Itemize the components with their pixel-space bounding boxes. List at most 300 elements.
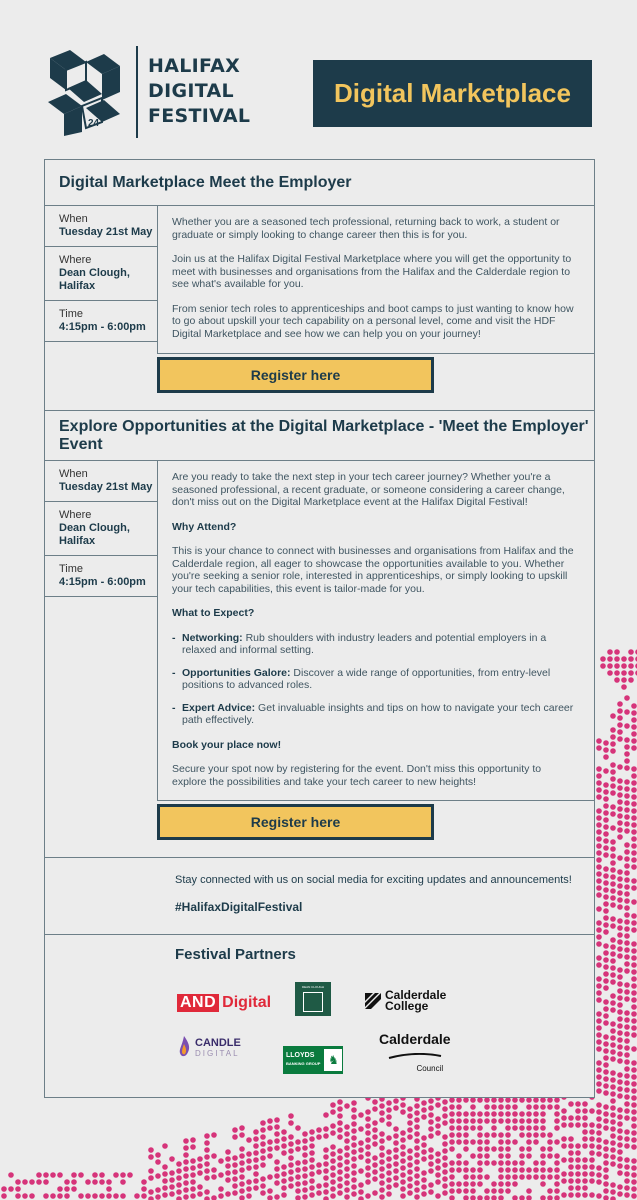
pixel-dot [610, 874, 616, 880]
pixel-dot [624, 1115, 630, 1121]
pixel-dot [617, 1016, 623, 1022]
pixel-dot [617, 1156, 623, 1162]
bullet-text: Discover a wide range of opportunities, from entry-level positions to advanced roles. [182, 666, 551, 691]
pixel-dot [596, 1172, 602, 1178]
pixel-dot [596, 1165, 602, 1171]
pixel-dot [540, 1160, 546, 1166]
event-1-when [45, 206, 158, 247]
pixel-dot [491, 1111, 497, 1117]
pixel-dot [624, 996, 630, 1002]
pixel-dot [617, 876, 623, 882]
pixel-dot [295, 1139, 301, 1145]
pixel-dot [575, 1192, 581, 1198]
pixel-dot [491, 1118, 497, 1124]
pixel-dot [631, 1186, 637, 1192]
pixel-dot [302, 1159, 308, 1165]
pixel-dot [190, 1165, 196, 1171]
pixel-dot [554, 1153, 560, 1159]
pixel-dot [617, 988, 623, 994]
pixel-dot [505, 1167, 511, 1173]
pixel-dot [624, 947, 630, 953]
pixel-dot [309, 1136, 315, 1142]
pixel-dot [386, 1114, 392, 1120]
pixel-dot [554, 1174, 560, 1180]
pixel-dot [631, 773, 637, 779]
pixel-dot [603, 796, 609, 802]
pixel-dot [589, 1157, 595, 1163]
pixel-dot [547, 1146, 553, 1152]
pixel-dot [617, 1170, 623, 1176]
pixel-dot [568, 1136, 574, 1142]
pixel-dot [614, 670, 620, 676]
pixel-dot [316, 1183, 322, 1189]
pixel-dot [372, 1106, 378, 1112]
pixel-dot [351, 1128, 357, 1134]
pixel-dot [260, 1127, 266, 1133]
pixel-dot [71, 1186, 77, 1192]
pixel-dot [470, 1195, 476, 1200]
pixel-dot [596, 1151, 602, 1157]
pixel-dot [449, 1139, 455, 1145]
pixel-dot [607, 649, 613, 655]
pixel-dot [561, 1122, 567, 1128]
pixel-dot [260, 1183, 266, 1189]
pixel-dot [246, 1158, 252, 1164]
pixel-dot [351, 1142, 357, 1148]
pixel-dot [260, 1120, 266, 1126]
pixel-dot [372, 1162, 378, 1168]
pixel-dot [610, 972, 616, 978]
pixel-dot [428, 1105, 434, 1111]
pixel-dot [561, 1157, 567, 1163]
bullet-label: Networking: [182, 631, 243, 644]
pixel-dot [603, 1111, 609, 1117]
pixel-dot [631, 885, 637, 891]
pixel-dot [155, 1194, 161, 1200]
list-item [172, 667, 578, 692]
pixel-dot [631, 703, 637, 709]
pixel-dot [596, 941, 602, 947]
pixel-dot [526, 1125, 532, 1131]
event-2-intro: Are you ready to take the next step in your tech career journey? Whether you're a seasoned professional, a recent graduate, or someone considering a career change, don't miss out on the Digital Marketplace event at the Halifax Digital Festival! [172, 471, 565, 508]
pixel-dot [596, 892, 602, 898]
pixel-dot [610, 727, 616, 733]
pixel-dot [596, 1025, 602, 1031]
pixel-dot [176, 1182, 182, 1188]
pixel-dot [603, 740, 609, 746]
pixel-dot [603, 978, 609, 984]
pixel-dot [617, 1044, 623, 1050]
bullet-text: Rub shoulders with industry leaders and potential employers in a relaxed and informal setting. [182, 631, 547, 656]
pixel-dot [603, 1013, 609, 1019]
lloyds-line-1: LLOYDS [286, 1052, 315, 1059]
pixel-dot [435, 1179, 441, 1185]
pixel-dot [330, 1193, 336, 1199]
lloyds-line-2: BANKING GROUP [286, 1061, 321, 1066]
pixel-dot [344, 1145, 350, 1151]
pixel-dot [596, 976, 602, 982]
pixel-dot [50, 1193, 56, 1199]
pixel-dot [582, 1129, 588, 1135]
pixel-dot [512, 1174, 518, 1180]
pixel-dot [435, 1130, 441, 1136]
pixel-dot [456, 1139, 462, 1145]
why-attend-heading: Why Attend? [172, 520, 237, 533]
pixel-dot [596, 1088, 602, 1094]
pixel-dot [624, 891, 630, 897]
pixel-dot [540, 1167, 546, 1173]
pixel-dot [610, 769, 616, 775]
pixel-dot [92, 1193, 98, 1199]
pixel-dot [610, 1070, 616, 1076]
pixel-dot [435, 1151, 441, 1157]
pixel-dot [477, 1132, 483, 1138]
pixel-dot [540, 1104, 546, 1110]
pixel-dot [260, 1162, 266, 1168]
pixel-dot [589, 1108, 595, 1114]
pixel-dot [204, 1147, 210, 1153]
pixel-dot [582, 1101, 588, 1107]
pixel-dot [631, 1158, 637, 1164]
pixel-dot [575, 1185, 581, 1191]
pixel-dot [547, 1153, 553, 1159]
pixel-dot [631, 1074, 637, 1080]
pixel-dot [631, 822, 637, 828]
pixel-dot [596, 1123, 602, 1129]
pixel-dot [526, 1195, 532, 1200]
pixel-dot [267, 1125, 273, 1131]
logo-line-3: FESTIVAL [148, 105, 251, 127]
pixel-dot [498, 1153, 504, 1159]
pixel-dot [631, 843, 637, 849]
pixel-dot [456, 1153, 462, 1159]
pixel-dot [607, 656, 613, 662]
pixel-dot [617, 820, 623, 826]
pixel-dot [344, 1166, 350, 1172]
calderdale-college-logo[interactable] [365, 990, 446, 1012]
pixel-dot [484, 1153, 490, 1159]
hashtag-link[interactable]: #HalifaxDigitalFestival [175, 900, 303, 914]
pixel-dot [463, 1139, 469, 1145]
pixel-dot [484, 1104, 490, 1110]
pixel-dot [442, 1106, 448, 1112]
pixel-dot [624, 1171, 630, 1177]
pixel-dot [498, 1195, 504, 1200]
pixel-dot [162, 1192, 168, 1198]
pixel-dot [414, 1124, 420, 1130]
pixel-dot [239, 1153, 245, 1159]
pixel-dot [162, 1171, 168, 1177]
pixel-dot [316, 1190, 322, 1196]
pixel-dot [197, 1170, 203, 1176]
pixel-dot [442, 1134, 448, 1140]
pixel-dot [610, 1112, 616, 1118]
pixel-dot [232, 1155, 238, 1161]
pixel-dot [512, 1111, 518, 1117]
pixel-dot [386, 1100, 392, 1106]
pixel-dot [624, 933, 630, 939]
bullet-label: Opportunities Galore: [182, 666, 291, 679]
pixel-dot [428, 1112, 434, 1118]
pixel-dot [617, 918, 623, 924]
pixel-dot [617, 827, 623, 833]
pixel-dot [456, 1118, 462, 1124]
and-digital-logo[interactable] [177, 994, 271, 1012]
pixel-dot [477, 1139, 483, 1145]
pixel-dot [547, 1188, 553, 1194]
pixel-dot [540, 1146, 546, 1152]
pixel-dot [533, 1132, 539, 1138]
pixel-dot [628, 670, 634, 676]
logo-text [148, 54, 250, 129]
pixel-dot [435, 1193, 441, 1199]
pixel-dot [589, 1143, 595, 1149]
pixel-dot [596, 1039, 602, 1045]
pixel-dot [379, 1131, 385, 1137]
pixel-dot [631, 766, 637, 772]
pixel-dot [603, 782, 609, 788]
pixel-dot [596, 871, 602, 877]
pixel-dot [148, 1196, 154, 1200]
pixel-dot [442, 1169, 448, 1175]
pixel-dot [624, 1143, 630, 1149]
pixel-dot [589, 1136, 595, 1142]
pixel-dot [36, 1179, 42, 1185]
pixel-dot [288, 1176, 294, 1182]
pixel-dot [344, 1187, 350, 1193]
pixel-dot [330, 1151, 336, 1157]
pixel-dot [365, 1165, 371, 1171]
pixel-dot [274, 1180, 280, 1186]
pixel-dot [176, 1161, 182, 1167]
pixel-dot [596, 990, 602, 996]
pixel-dot [225, 1191, 231, 1197]
pixel-dot [603, 1118, 609, 1124]
pixel-dot [78, 1172, 84, 1178]
pixel-dot [603, 824, 609, 830]
pixel-dot [582, 1143, 588, 1149]
pixel-dot [603, 901, 609, 907]
pixel-dot [617, 778, 623, 784]
pixel-dot [519, 1097, 525, 1103]
pixel-dot [218, 1172, 224, 1178]
pixel-dot [631, 780, 637, 786]
pixel-dot [603, 810, 609, 816]
pixel-dot [421, 1170, 427, 1176]
pixel-dot [239, 1125, 245, 1131]
pixel-dot [589, 1164, 595, 1170]
pixel-dot [610, 1196, 616, 1200]
pixel-dot [155, 1187, 161, 1193]
pixel-dot [43, 1172, 49, 1178]
pixel-dot [596, 829, 602, 835]
pixel-dot [621, 684, 627, 690]
calderdale-council-logo[interactable] [379, 1032, 451, 1073]
pixel-dot [505, 1125, 511, 1131]
pixel-dot [614, 656, 620, 662]
pixel-dot [218, 1193, 224, 1199]
pixel-dot [442, 1190, 448, 1196]
pixel-dot [162, 1143, 168, 1149]
pixel-dot [99, 1193, 105, 1199]
council-swoosh-icon [387, 1053, 443, 1059]
pixel-dot [400, 1179, 406, 1185]
pixel-dot [631, 1018, 637, 1024]
pixel-dot [575, 1157, 581, 1163]
pixel-dot [85, 1179, 91, 1185]
pixel-dot [449, 1174, 455, 1180]
pixel-dot [603, 1076, 609, 1082]
dean-clough-logo[interactable] [295, 982, 331, 1016]
pixel-dot [204, 1140, 210, 1146]
pixel-dot [610, 860, 616, 866]
pixel-dot [323, 1168, 329, 1174]
pixel-dot [400, 1130, 406, 1136]
pixel-dot [631, 1088, 637, 1094]
pixel-dot [351, 1156, 357, 1162]
pixel-dot [617, 1086, 623, 1092]
pixel-dot [603, 1034, 609, 1040]
pixel-dot [253, 1157, 259, 1163]
pixel-dot [617, 701, 623, 707]
pixel-dot [610, 1161, 616, 1167]
pixel-dot [554, 1111, 560, 1117]
candle-digital-logo[interactable] [177, 1036, 241, 1060]
pixel-dot [568, 1101, 574, 1107]
time-value: 4:15pm - 6:00pm [59, 321, 146, 333]
pixel-dot [344, 1138, 350, 1144]
pixel-dot [607, 663, 613, 669]
pixel-dot [239, 1160, 245, 1166]
pixel-dot [617, 1023, 623, 1029]
pixel-dot [554, 1181, 560, 1187]
pixel-dot [183, 1159, 189, 1165]
pixel-dot [624, 1157, 630, 1163]
pixel-dot [379, 1187, 385, 1193]
pixel-dot [610, 762, 616, 768]
pixel-dot [253, 1129, 259, 1135]
pixel-dot [505, 1146, 511, 1152]
pixel-dot [232, 1162, 238, 1168]
pixel-dot [631, 878, 637, 884]
pixel-dot [624, 1066, 630, 1072]
pixel-dot [617, 995, 623, 1001]
pixel-dot [463, 1188, 469, 1194]
pixel-dot [148, 1154, 154, 1160]
pixel-dot [484, 1146, 490, 1152]
pixel-dot [141, 1193, 147, 1199]
pixel-dot [617, 1114, 623, 1120]
lloyds-banking-logo[interactable] [283, 1046, 343, 1074]
pixel-dot [449, 1188, 455, 1194]
pixel-dot [127, 1172, 133, 1178]
list-item [172, 632, 578, 657]
pixel-dot [456, 1111, 462, 1117]
pixel-dot [351, 1135, 357, 1141]
pixel-dot [344, 1124, 350, 1130]
pixel-dot [519, 1160, 525, 1166]
pixel-dot [603, 803, 609, 809]
event-1-description [157, 206, 594, 354]
pixel-dot [596, 878, 602, 884]
pixel-dot [526, 1188, 532, 1194]
pixel-dot [386, 1177, 392, 1183]
pixel-dot [43, 1179, 49, 1185]
pixel-dot [624, 870, 630, 876]
pixel-dot [211, 1195, 217, 1200]
pixel-dot [617, 764, 623, 770]
pixel-dot [169, 1177, 175, 1183]
pixel-dot [554, 1188, 560, 1194]
pixel-dot [470, 1181, 476, 1187]
register-button-2[interactable]: Register here [157, 804, 434, 840]
pixel-dot [246, 1165, 252, 1171]
register-button-1[interactable]: Register here [157, 357, 434, 393]
pixel-dot [631, 1116, 637, 1122]
pixel-dot [617, 883, 623, 889]
pixel-dot [190, 1172, 196, 1178]
pixel-dot [610, 867, 616, 873]
pixel-dot [505, 1104, 511, 1110]
pixel-dot [421, 1149, 427, 1155]
bullet-label: Expert Advice: [182, 701, 256, 714]
candle-flame-icon [177, 1036, 191, 1060]
pixel-dot [568, 1122, 574, 1128]
pixel-dot [302, 1180, 308, 1186]
pixel-dot [386, 1121, 392, 1127]
pixel-dot [477, 1174, 483, 1180]
pixel-dot [610, 1119, 616, 1125]
pixel-dot [617, 974, 623, 980]
pixel-dot [491, 1104, 497, 1110]
pixel-dot [617, 869, 623, 875]
pixel-dot [624, 1164, 630, 1170]
pixel-dot [533, 1125, 539, 1131]
pixel-dot [603, 1048, 609, 1054]
pixel-dot [603, 915, 609, 921]
pixel-dot [596, 815, 602, 821]
pixel-dot [631, 899, 637, 905]
pixel-dot [561, 1136, 567, 1142]
pixel-dot [330, 1172, 336, 1178]
pixel-dot [617, 1135, 623, 1141]
pixel-dot [176, 1189, 182, 1195]
pixel-dot [617, 1058, 623, 1064]
pixel-dot [603, 894, 609, 900]
pixel-dot [491, 1125, 497, 1131]
pixel-dot [561, 1115, 567, 1121]
pixel-dot [421, 1142, 427, 1148]
event-2-description [157, 461, 594, 801]
pixel-dot [456, 1188, 462, 1194]
pixel-dot [617, 736, 623, 742]
pixel-dot [505, 1181, 511, 1187]
pixel-dot [526, 1104, 532, 1110]
pixel-dot [435, 1102, 441, 1108]
pixel-dot [344, 1180, 350, 1186]
pixel-dot [183, 1166, 189, 1172]
pixel-dot [603, 789, 609, 795]
pixel-dot [614, 677, 620, 683]
pixel-dot [148, 1189, 154, 1195]
pixel-dot [624, 842, 630, 848]
pixel-dot [393, 1161, 399, 1167]
pixel-dot [631, 941, 637, 947]
pixel-dot [267, 1118, 273, 1124]
pixel-dot [505, 1160, 511, 1166]
pixel-dot [610, 923, 616, 929]
pixel-dot [631, 962, 637, 968]
